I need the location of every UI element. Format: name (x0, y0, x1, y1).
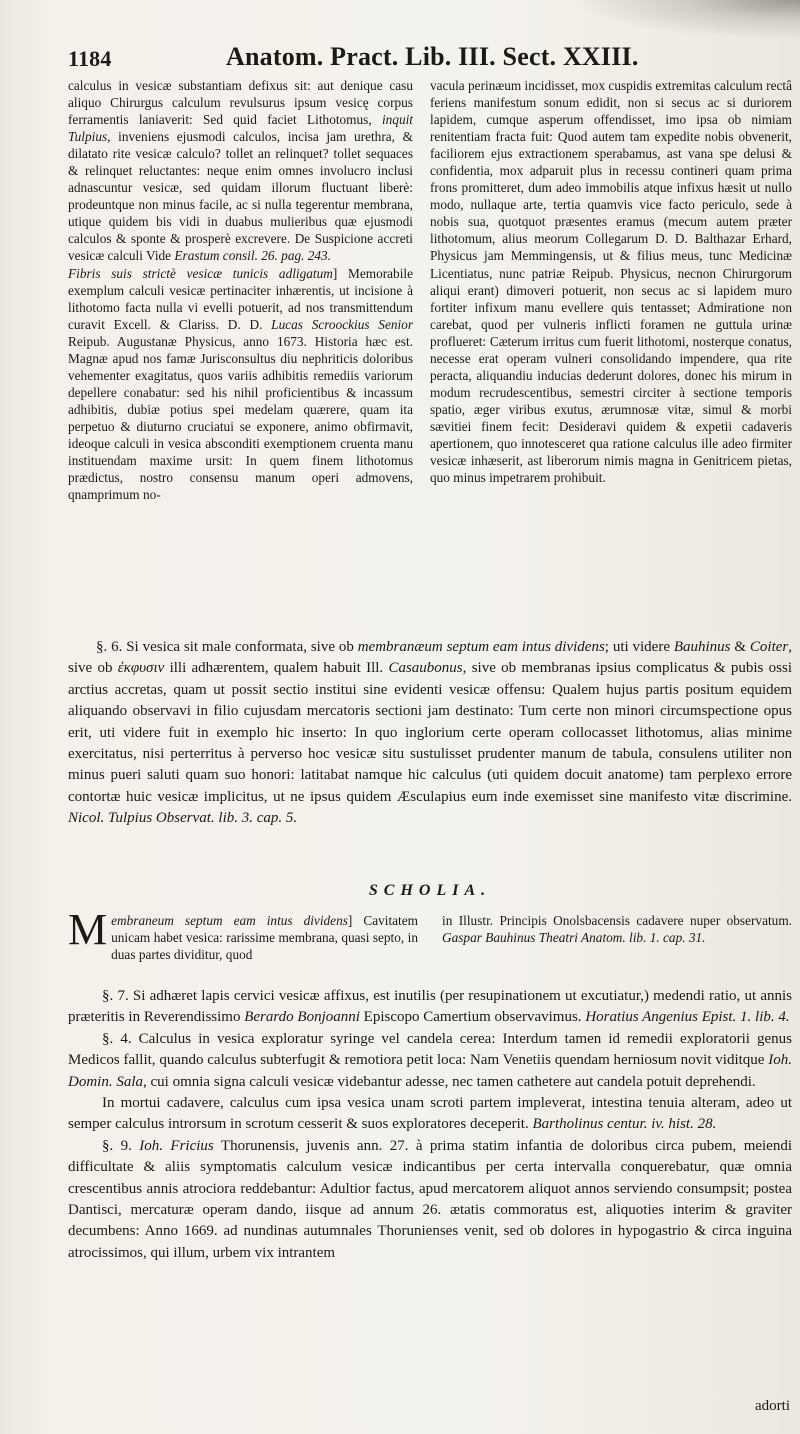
left-paragraph-2: Fibris suis strictè vesicæ tunicis adligatum] Memorabile exemplum calculi vesicæ pertinaciter inhærentis, ut incisione à lithotomo facta nulla vi evelli potuerit, ad nos transmittendum curavit Excell. & Clariss. D. D. Lucas Scroockius Senior Reipub. Augustanæ Physicus, anno 1673. Historia hæc est. Magnæ apud nos famæ Jurisconsultus diu nephriticis doloribus vehementer exagitatus, quos variis adhibitis remediis variorum depellere conabatur: sed his nihil proficientibus & incassum adhibitis, dubiæ potius spei medelam quærere, quam ita perpetuo & diuturno cruciatui se exponere, animo obfirmavit, ideoque calculi in vesica absconditi exemptionem cruenta manu instituendam maxime ursit: In quem finem lithotomus prædictus, nostro consensu manum operi admovens, qnamprimum no- (68, 265, 414, 503)
section-9: §. 9. Ioh. Fricius Thorunensis, juvenis ann. 27. à prima statim infantia de doloribus circa pubem, meiendi difficultate & aliis symptomatis calculum vesicæ indicantibus per certa intervalla conquerebatur, quæ omnia crescentibus annis atrociora reddebantur: Adultior factus, apud mercatorem aliquot annos serviendo consumpsit; postea Dantisci, mercaturæ operam dando, iisque ad annum 26. ætatis commoratus est, aliquoties interim & graviter decumbens: Anno 1669. ad nundinas autumnales Thorunienses venit, sed ob dolores in hypogastrio & circa inguina atrocissimos, qui illum, urbem vix intrantem (68, 1137, 793, 1261)
scholia-left: Membraneum septum eam intus dividens] Cavitatem unicam habet vesica: rarissime membrana, quasi septo, in duas partes dividitur, quod (68, 905, 419, 962)
page-number: 1184 (68, 46, 112, 71)
right-paragraph: vacula perinæum incidisset, mox cuspidis extremitas calculum rectâ feriens manifestum sonum edidit, non si secus ac si duriorem lapidem, cumque asperum offendisset, imo ipsa ob nimiam renitentiam fracta fuit: Quod autem tam expedite nobis obvenerit, faciliorem ejus extractionem sperabamus, ast vana spe delusi & confidentia, mox adparuit plus in recessu contineri quam prima frons promitteret, dum adeo immobilis atque infixus hæsit ut nullo modo, nullaque arte, tertia quamvis vice facto periculo, sede à nobis sua, quotquot præsentes eramus (mecum autem præter lithotomum, alius meorum Collegarum D. D. Balthazar Erhard, Physicus jam Memmingensis, ut & filius meus, tunc Medicinæ Licentiatus, nunc patriæ Reipub. Physicus, necnon Chirurgorum aliqui erant) dimoveri potuerit, non secus ac si lapidem muro fortiter infixum manu evellere quis tentasset; Admiratione non carebat, quod per vulneris inflicti foramen ne guttula urinæ proflueret: Cæterum irritus cum fuerit lithotomi, nosterque conatus, necesse erat operam vulneri consolidando impendere, qua rite peracta, aliquandiu inducias dederunt dolores, donec his mirum in modum recrudescentibus, semestri circiter à sectione temporis spatio, æger viribus exutus, ærumnosæ vitæ, simul & morbi sævitiei finem fecit: Desideravi quidem & expetii cadaveris apertionem, quo innotesceret qua ratione calculus ille adeo firmiter vesicæ inhæserit, ast liberorum nimis magna in Genitricem pietas, quo minus impetrarem prohibuit. (430, 78, 792, 486)
section-7: §. 7. Si adhæret lapis cervici vesicæ affixus, est inutilis (per resupinationem ut excutiatur,) medendi ratio, ut annis præteritis in Reverendissimo Berardo Bonjoanni Episcopo Camertium observavimus. Horatius Angenius Epist. 1. lib. 4. (68, 988, 792, 1026)
right-column (430, 77, 792, 486)
left-column (68, 77, 413, 503)
drop-cap: M (68, 905, 108, 954)
catchword: adorti (755, 1398, 790, 1414)
scholia-heading: SCHOLIA. (368, 882, 492, 899)
lower-sections (68, 986, 792, 1264)
mortui-paragraph: In mortui cadavere, calculus cum ipsa vesica unam scroti partem impleverat, intestina tenuia alteram, adeo ut semper calculus introrsum in scrotum cesserit & suos exploratores deceperit. Bartholinus centur. iv. hist. 28. (68, 1095, 792, 1133)
section-4: §. 4. Calculus in vesica exploratur syringe vel candela cerea: Interdum tamen id remedii exploratorii genus Medicos fallit, quando calculus subterfugit & remotiora petit loca: Nam Venetiis quendam herniosum novit viditque Ioh. Domin. Sala, cui omnia signa calculi vesicæ videbantur adesse, nec tamen cathetere aut candela potuit deprehendi. (68, 1030, 792, 1090)
running-header (68, 42, 788, 76)
page-corner-shadow (570, 0, 800, 40)
running-title: Anatom. Pract. Lib. III. Sect. XXIII. (226, 42, 639, 71)
left-paragraph-1: calculus in vesicæ substantiam defixus sit: aut denique casu aliquo Chirurgus calculum revulsurus ipsum vesicę corpus ferramentis laniaverit: Sed quid faciet Lithotomus, inquit Tulpius, inveniens ejusmodi calculos, incisa jam urethra, & dilatato rite vesicæ calculo? tollet an relinquet? tollet sequaces & relinquet reluctantes: neque enim omnes involucro inclusi adnascuntur vesicæ, sed quidam illorum fluctuant liberè: prodeuntque non minus facile, ac si nulla tegerentur membrana, utique quidem bis vidi in duabus mulieribus quæ ejusmodi calculos & sponte & prosperè excrevere. De Suspicione accreti vesicæ calculi Vide Erastum consil. 26. pag. 243. (68, 78, 413, 264)
section-6: §. 6. Si vesica sit male conformata, sive ob membranæum septum eam intus dividens; uti videre Bauhinus & Coiter, sive ob ἐκφυσιν illi adhærentem, qualem habuit Ill. Casaubonus, sive ob membranas ipsius complicatus & pubis ossi arctius accretas, quam ut possit sectio institui sine evidenti vesicæ offensu: Qualem hujus partis positum equidem aliquando observavi in filio cujusdam mercatoris sectioni jam destinato: Tum certe non minori circumspectione opus erit, uti videre fuit in exemplo hic inserto: In quo inglorium certe operam collocasset lithotomus, alias minime exercitatus, nisi perterritus à perverso hoc vesicæ situ sustulisset prudenter manum de tabula, consulens utiliter non minus pueri saluti quam suo honori: latitabat namque hic calculus (uti quidem docuit anatome) tam perplexo errore contortæ huic vesicæ implicitus, ut ne ipsus quidem Æsculapius eum inde exemisset sine manifesto vitæ discrimine. Nicol. Tulpius Observat. lib. 3. cap. 5. (68, 639, 793, 827)
scholia-right: in Illustr. Principis Onolsbacensis cadavere nuper observatum. Gaspar Bauhinus Theatri Anatom. lib. 1. cap. 31. (442, 913, 792, 945)
